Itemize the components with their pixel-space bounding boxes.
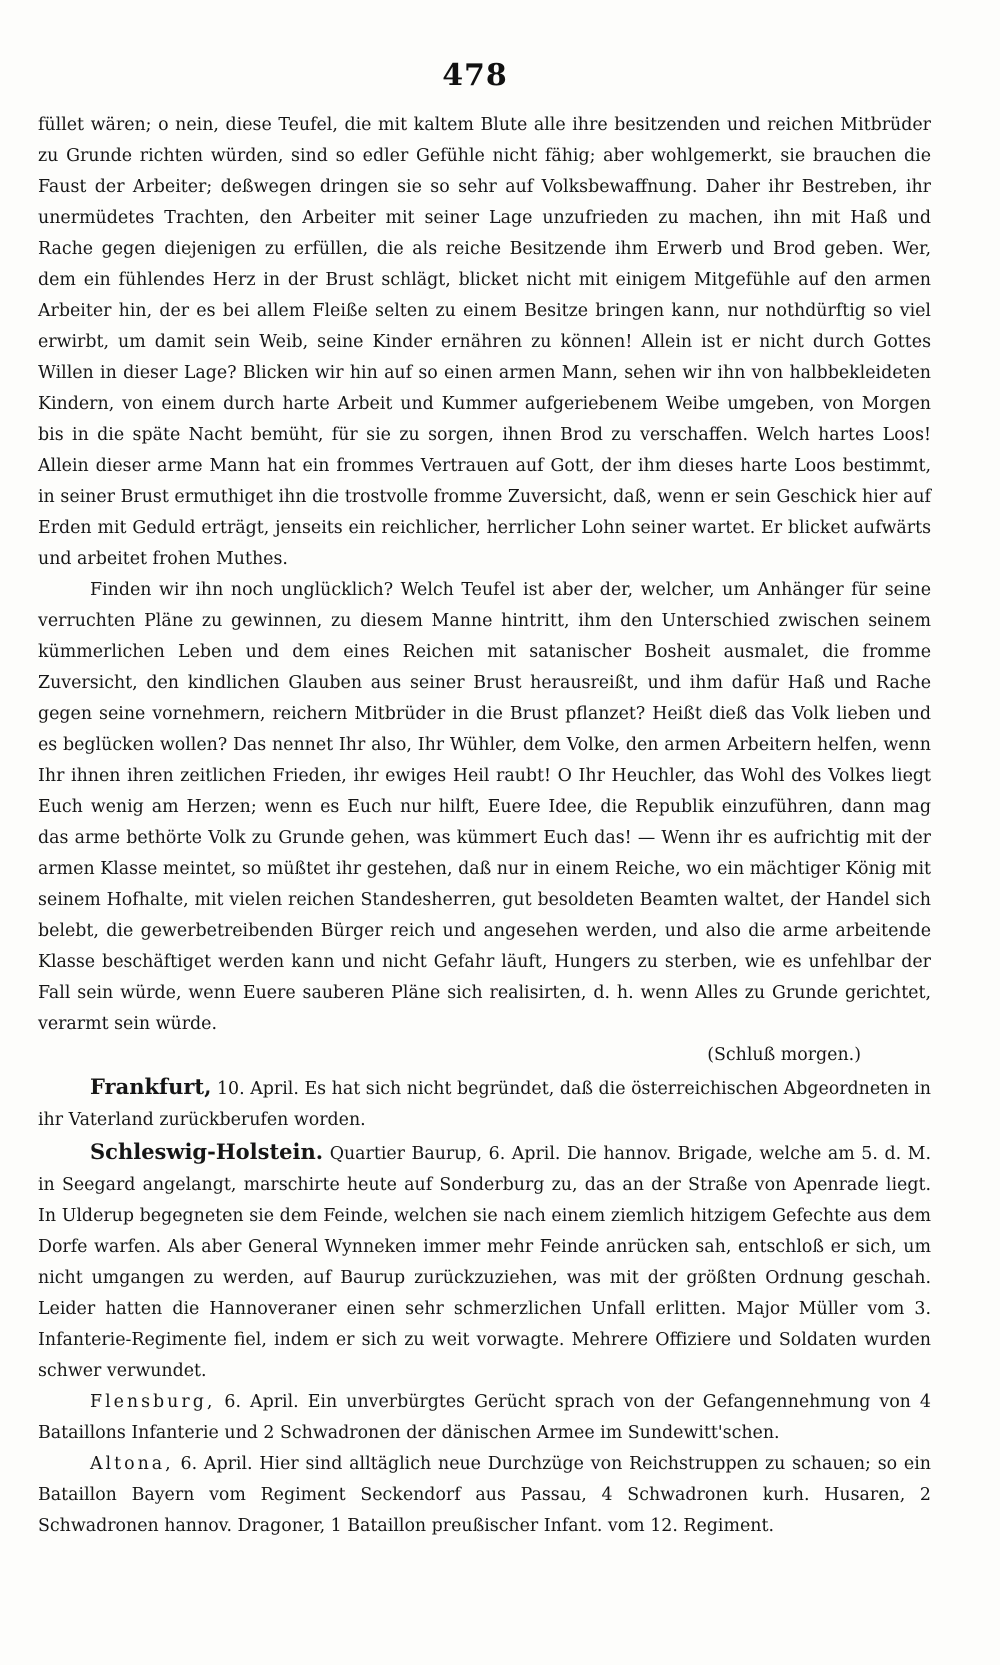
news-item-flensburg (38, 1387, 931, 1449)
news-text-altona: 6. April. Hier sind alltäglich neue Durchzüge von Reichstruppen zu schauen; so ein Bataillon Bayern vom Regiment Seckendorf aus Passau, 4 Schwadronen kurh. Husaren, 2 Schwadronen hannov. Dragoner, 1 Bataillon preußischer Infant. vom 12. Regiment. (38, 1454, 931, 1536)
news-item-schleswig-holstein (38, 1136, 931, 1387)
news-item-altona (38, 1449, 931, 1542)
article-paragraph-2: Finden wir ihn noch unglücklich? Welch Teufel ist aber der, welcher, um Anhänger für seine verruchten Pläne zu gewinnen, zu diesem Manne hintritt, ihm den Unterschied zwischen seinem kümmerlichen Leben und dem eines Reichen mit satanischer Bosheit ausmalet, die fromme Zuversicht, den kindlichen Glauben aus seiner Brust herausreißt, und ihm dafür Haß und Rache gegen seine vornehmern, reichern Mitbrüder in die Brust pflanzet? Heißt dieß das Volk lieben und es beglücken wollen? Das nennet Ihr also, Ihr Wühler, dem Volke, den armen Arbeitern helfen, wenn Ihr ihnen ihren zeitlichen Frieden, ihr ewiges Heil raubt! O Ihr Heuchler, das Wohl des Volkes liegt Euch wenig am Herzen; wenn es Euch nur hilft, Euere Idee, die Republik einzuführen, dann mag das arme bethörte Volk zu Grunde gehen, was kümmert Euch das! — Wenn ihr es aufrichtig mit der armen Klasse meintet, so müßtet ihr gestehen, daß nur in einem Reiche, wo ein mächtiger König mit seinem Hofhalte, mit vielen reichen Standesherren, gut besoldeten Beamten waltet, der Handel sich belebt, die gewerbetreibenden Bürger reich und angesehen werden, und also die arme arbeitende Klasse beschäftiget werden kann und nicht Gefahr läuft, Hungers zu sterben, wie es unfehlbar der Fall sein würde, wenn Euere sauberen Pläne sich realisirten, d. h. wenn Alles zu Grunde gerichtet, verarmt sein würde. (38, 580, 931, 1034)
continued-note: (Schluß morgen.) (707, 1045, 861, 1065)
news-item-frankfurt (38, 1071, 931, 1136)
dateline-altona: Altona, (90, 1454, 174, 1474)
article-paragraph-1: füllet wären; o nein, diese Teufel, die mit kaltem Blute alle ihre besitzenden und reichen Mitbrüder zu Grunde richten würden, sind so edler Gefühle nicht fähig; aber wohlgemerkt, sie brauchen die Faust der Arbeiter; deßwegen dringen sie so sehr auf Volksbewaffnung. Daher ihr Bestreben, ihr unermüdetes Trachten, den Arbeiter mit seiner Lage unzufrieden zu machen, ihn mit Haß und Rache gegen diejenigen zu erfüllen, die als reiche Besitzende ihm Erwerb und Brod geben. Wer, dem ein fühlendes Herz in der Brust schlägt, blicket nicht mit einigem Mitgefühle auf den armen Arbeiter hin, der es bei allem Fleiße selten zu einem Besitze bringen kann, nur nothdürftig so viel erwirbt, um damit sein Weib, seine Kinder ernähren zu können! Allein ist er nicht durch Gottes Willen in dieser Lage? Blicken wir hin auf so einen armen Mann, sehen wir ihn von halbbekleideten Kindern, von einem durch harte Arbeit und Kummer aufgeriebenem Weibe umgeben, von Morgen bis in die späte Nacht bemüht, für sie zu sorgen, ihnen Brod zu verschaffen. Welch hartes Loos! Allein dieser arme Mann hat ein frommes Vertrauen auf Gott, der ihm dieses harte Loos bestimmt, in seiner Brust ermuthiget ihn die trostvolle fromme Zuversicht, daß, wenn er sein Geschick hier auf Erden mit Geduld erträgt, jenseits ein reichlicher, herrlicher Lohn seiner wartet. Er blicket aufwärts und arbeitet frohen Muthes. (38, 115, 931, 569)
news-text-schleswig-holstein: Quartier Baurup, 6. April. Die hannov. Brigade, welche am 5. d. M. in Seegard angelangt, marschirte heute auf Sonderburg zu, das an der Straße von Apenrade liegt. In Ulderup begegneten sie dem Feinde, welchen sie nach einem ziemlich hitzigem Gefechte aus dem Dorfe warfen. Als aber General Wynneken immer mehr Feinde anrücken sah, entschloß er sich, um nicht umgangen zu werden, auf Baurup zurückzuziehen, was mit der größten Ordnung geschah. Leider hatten die Hannoveraner einen sehr schmerzlichen Unfall erlitten. Major Müller vom 3. Infanterie-Regimente fiel, indem er sich zu weit vorwagte. Mehrere Offiziere und Soldaten wurden schwer verwundet. (38, 1144, 931, 1381)
dateline-flensburg: Flensburg, (90, 1392, 216, 1412)
news-text-frankfurt: 10. April. Es hat sich nicht begründet, daß die österreichischen Abgeordneten in ihr Vaterland zurückberufen worden. (38, 1079, 931, 1130)
text-column (38, 110, 931, 1542)
dateline-frankfurt: Frankfurt, (90, 1074, 212, 1099)
dateline-schleswig-holstein: Schleswig-Holstein. (90, 1139, 324, 1164)
news-text-flensburg: 6. April. Ein unverbürgtes Gerücht sprach von der Gefangennehmung von 4 Bataillons Infanterie und 2 Schwadronen der dänischen Armee im Sundewitt'schen. (38, 1392, 931, 1443)
page-number: 478 (442, 58, 508, 93)
